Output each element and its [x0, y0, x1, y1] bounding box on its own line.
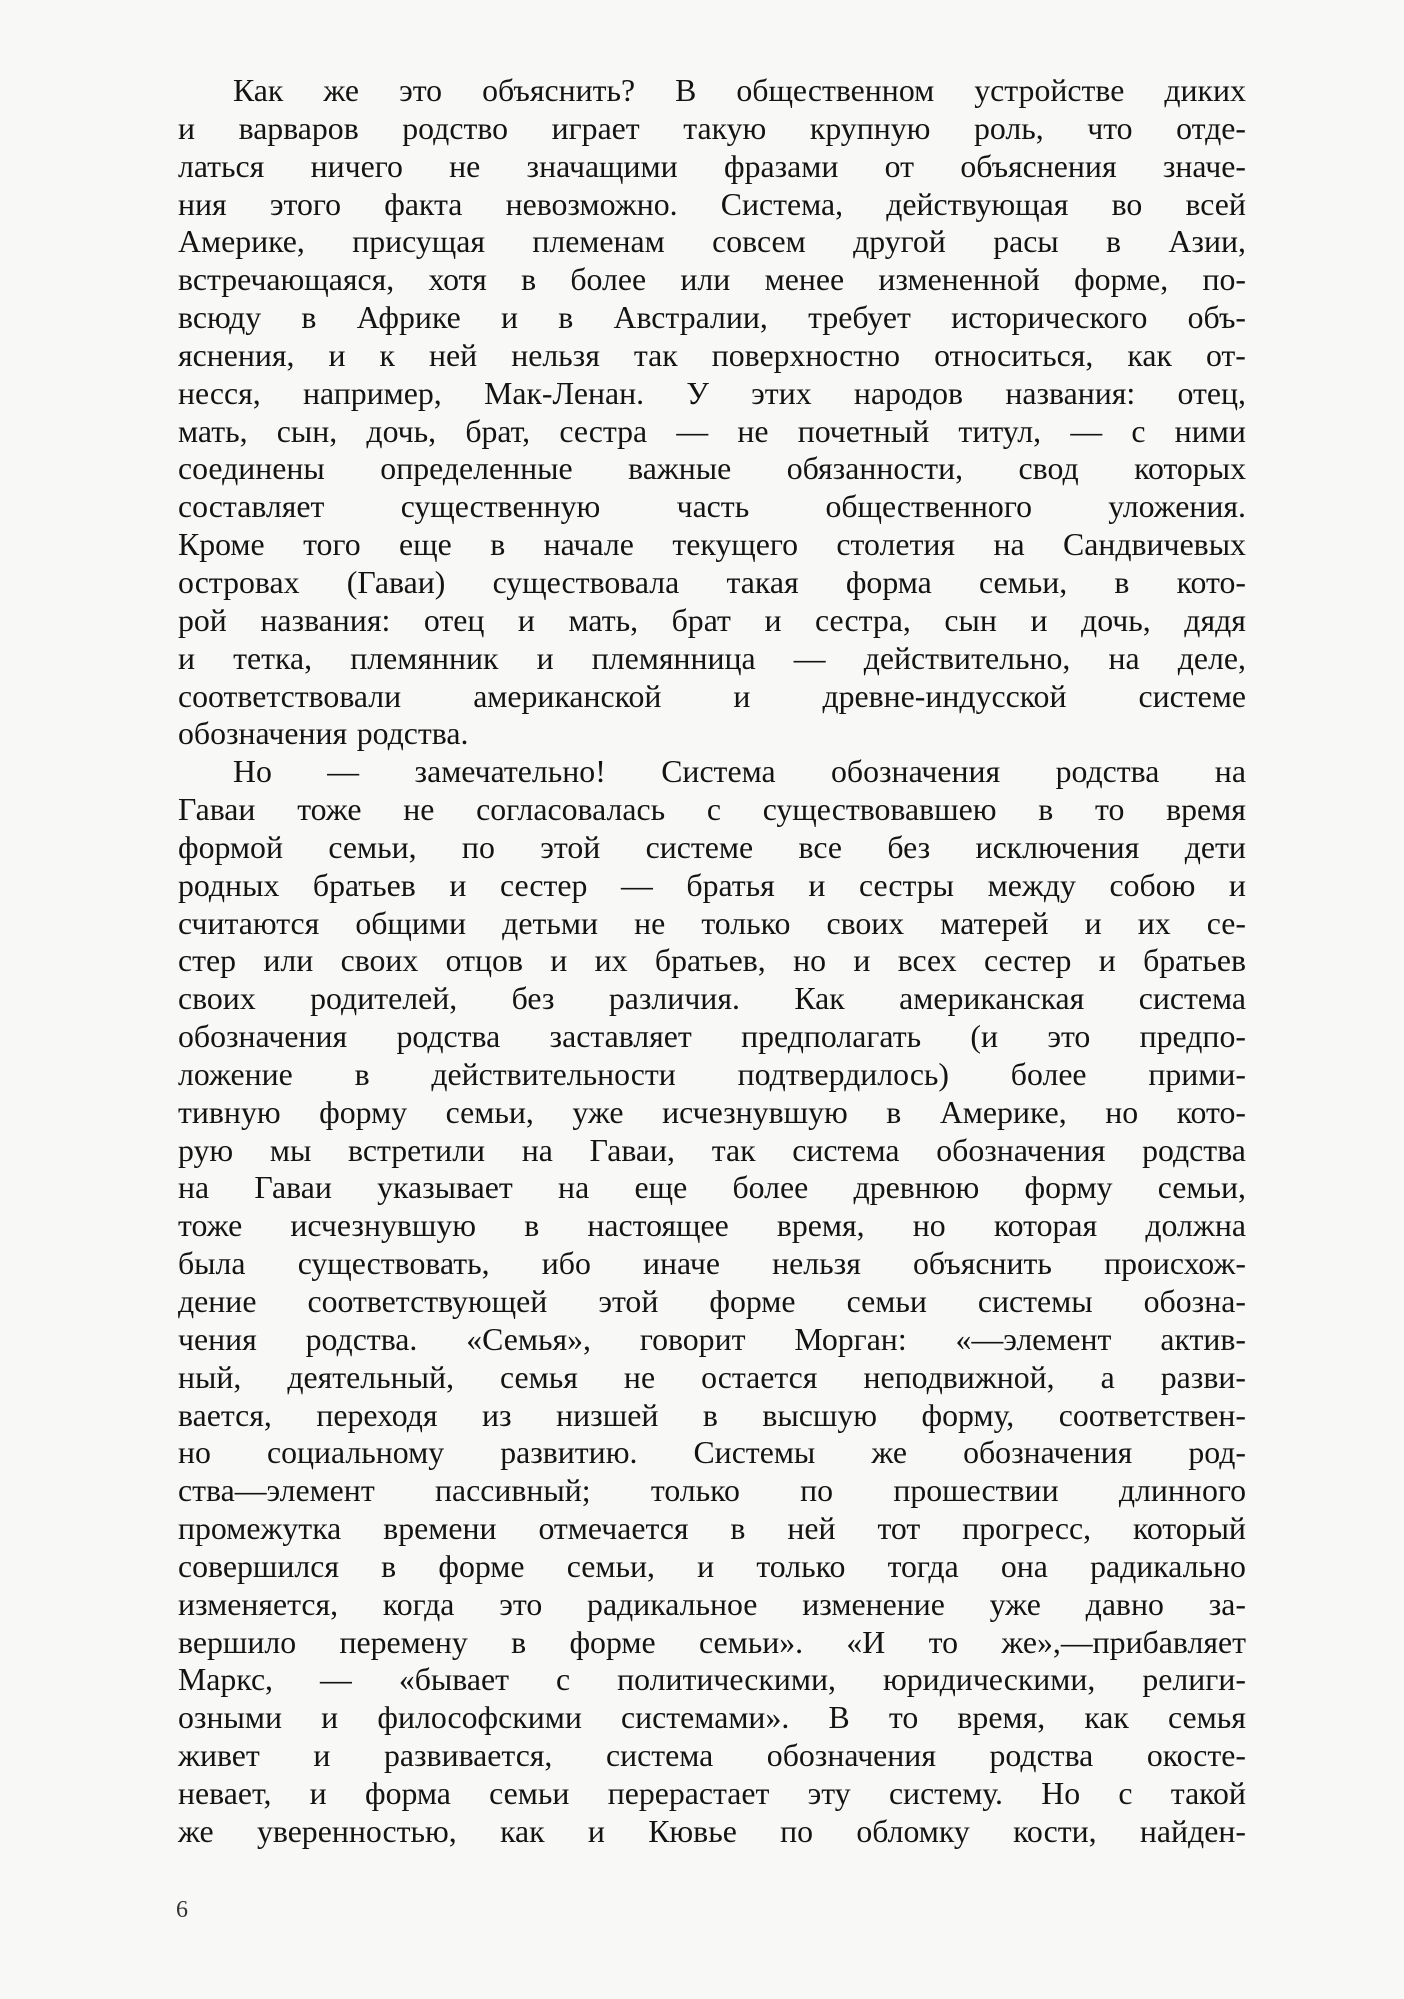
- text-line: Маркс, — «бывает с политическими, юридическими, религи-: [178, 1662, 1246, 1698]
- text-line: родных братьев и сестер — братья и сестры между собою и: [178, 867, 1246, 903]
- text-line: была существовать, ибо иначе нельзя объяснить происхож-: [178, 1246, 1246, 1282]
- text-line: считаются общими детьми не только своих матерей и их се-: [178, 905, 1246, 941]
- text-line: Как же это объяснить? В общественном устройстве диких: [233, 73, 1246, 108]
- text-line: ства—элемент пассивный; только по прошествии длинного: [178, 1473, 1246, 1509]
- text-line: рой названия: отец и мать, брат и сестра, сын и дочь, дядя: [178, 602, 1246, 638]
- text-line: тивную форму семьи, уже исчезнувшую в Америке, но кото-: [178, 1094, 1246, 1130]
- text-line: стер или своих отцов и их братьев, но и всех сестер и братьев: [178, 943, 1246, 979]
- text-line: озными и философскими системами». В то время, как семья: [178, 1700, 1246, 1736]
- text-line: Америке, присущая племенам совсем другой расы в Азии,: [178, 224, 1246, 260]
- text-line: на Гаваи указывает на еще более древнюю форму семьи,: [178, 1170, 1246, 1206]
- body-text: [178, 72, 1246, 1851]
- text-line: обозначения родства.: [178, 716, 469, 752]
- text-line: невает, и форма семьи перерастает эту систему. Но с такой: [178, 1775, 1246, 1811]
- text-line: живет и развивается, система обозначения родства окосте-: [178, 1738, 1246, 1774]
- text-line: и тетка, племянник и племянница — действительно, на деле,: [178, 640, 1246, 676]
- text-line: ный, деятельный, семья не остается неподвижной, а разви-: [178, 1359, 1246, 1395]
- text-line: рую мы встретили на Гаваи, так система обозначения родства: [178, 1132, 1246, 1168]
- text-line: ния этого факта невозможно. Система, действующая во всей: [178, 186, 1246, 222]
- text-line: обозначения родства заставляет предполагать (и это предпо-: [178, 1019, 1246, 1055]
- text-line: совершился в форме семьи, и только тогда она радикально: [178, 1548, 1246, 1584]
- text-line: своих родителей, без различия. Как американская система: [178, 981, 1246, 1017]
- text-line: тоже исчезнувшую в настоящее время, но которая должна: [178, 1208, 1246, 1244]
- text-line: мать, сын, дочь, брат, сестра — не почетный титул, — с ними: [178, 413, 1246, 449]
- text-line: Гаваи тоже не согласовалась с существовавшею в то время: [178, 792, 1246, 828]
- text-line: же уверенностью, как и Кювье по обломку кости, найден-: [178, 1813, 1246, 1849]
- text-line: дение соответствующей этой форме семьи системы обозна-: [178, 1284, 1246, 1319]
- text-line: соответствовали американской и древне-индусской системе: [178, 678, 1246, 714]
- text-line: ложение в действительности подтвердилось) более прими-: [178, 1056, 1246, 1092]
- text-line: встречающаяся, хотя в более или менее измененной форме, по-: [178, 262, 1246, 298]
- page-number: 6: [176, 1897, 188, 1923]
- text-line: яснения, и к ней нельзя так поверхностно относиться, как от-: [178, 337, 1246, 373]
- text-line: соединены определенные важные обязанности, свод которых: [178, 451, 1246, 487]
- text-line: чения родства. «Семья», говорит Морган: «—элемент актив-: [178, 1321, 1246, 1357]
- text-line: Но — замечательно! Система обозначения родства на: [233, 754, 1246, 790]
- text-line: составляет существенную часть общественного уложения.: [178, 489, 1246, 525]
- text-line: и варваров родство играет такую крупную роль, что отде-: [178, 110, 1246, 146]
- text-line: вершило перемену в форме семьи». «И то же»,—прибавляет: [178, 1624, 1246, 1660]
- text-line: формой семьи, по этой системе все без исключения дети: [178, 829, 1246, 865]
- text-line: несся, например, Мак-Ленан. У этих народов названия: отец,: [178, 375, 1246, 411]
- text-line: Кроме того еще в начале текущего столетия на Сандвичевых: [178, 527, 1246, 563]
- text-line: но социальному развитию. Системы же обозначения род-: [178, 1435, 1246, 1471]
- text-line: изменяется, когда это радикальное изменение уже давно за-: [178, 1586, 1246, 1622]
- text-line: промежутка времени отмечается в ней тот прогресс, который: [178, 1511, 1246, 1547]
- text-line: вается, переходя из низшей в высшую форму, соответствен-: [178, 1397, 1246, 1433]
- text-line: островах (Гаваи) существовала такая форма семьи, в кото-: [178, 564, 1246, 600]
- text-line: латься ничего не значащими фразами от объяснения значе-: [178, 148, 1246, 184]
- text-line: всюду в Африке и в Австралии, требует исторического объ-: [178, 300, 1246, 336]
